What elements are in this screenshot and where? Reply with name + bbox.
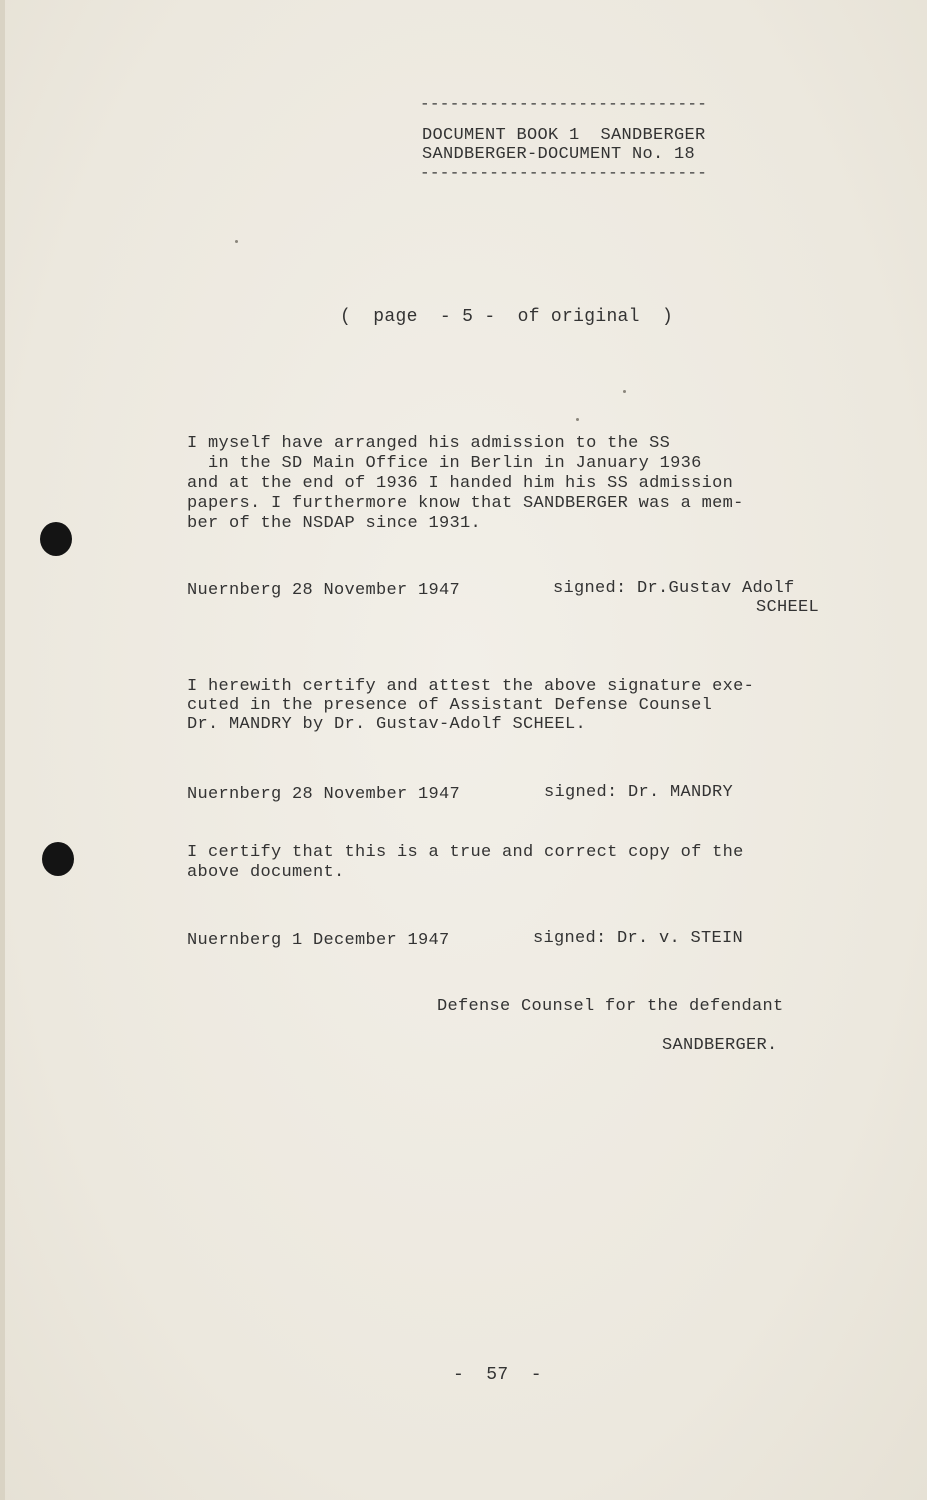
header-rule-top: ----------------------------- bbox=[420, 95, 708, 113]
signature3-place-date: Nuernberg 1 December 1947 bbox=[187, 931, 450, 950]
signature2-signed: signed: Dr. MANDRY bbox=[544, 783, 734, 802]
paragraph1-line1: I myself have arranged his admission to the SS bbox=[187, 434, 671, 453]
header-document-book: DOCUMENT BOOK 1 SANDBERGER bbox=[422, 126, 706, 145]
signature1-signed: signed: Dr.Gustav Adolf bbox=[553, 579, 795, 598]
page-number: - 57 - bbox=[453, 1365, 542, 1385]
paragraph2-line2: cuted in the presence of Assistant Defense Counsel bbox=[187, 696, 713, 715]
header-document-number: SANDBERGER-DOCUMENT No. 18 bbox=[422, 145, 696, 164]
page-reference: ( page - 5 - of original ) bbox=[340, 307, 674, 327]
paragraph1-line4: papers. I furthermore know that SANDBERGER was a mem- bbox=[187, 494, 744, 513]
paper-speck bbox=[623, 390, 626, 393]
paragraph1-line3: and at the end of 1936 I handed him his SS admission bbox=[187, 474, 734, 493]
paragraph1-line2: in the SD Main Office in Berlin in January 1936 bbox=[187, 454, 702, 473]
paragraph3-line1: I certify that this is a true and correct copy of the bbox=[187, 843, 744, 862]
closing-defense-counsel: Defense Counsel for the defendant bbox=[437, 997, 784, 1016]
signature1-place-date: Nuernberg 28 November 1947 bbox=[187, 581, 461, 600]
punch-hole-top bbox=[40, 522, 72, 556]
closing-defendant-name: SANDBERGER. bbox=[662, 1036, 778, 1055]
page-edge bbox=[0, 0, 5, 1500]
punch-hole-bottom bbox=[42, 842, 74, 876]
paragraph1-line5: ber of the NSDAP since 1931. bbox=[187, 514, 482, 533]
header-rule-bottom: ----------------------------- bbox=[420, 164, 708, 182]
paragraph2-line1: I herewith certify and attest the above signature exe- bbox=[187, 677, 755, 696]
signature2-place-date: Nuernberg 28 November 1947 bbox=[187, 785, 461, 804]
signature3-signed: signed: Dr. v. STEIN bbox=[533, 929, 744, 948]
paragraph3-line2: above document. bbox=[187, 863, 345, 882]
signature1-name: SCHEEL bbox=[756, 598, 820, 617]
paragraph2-line3: Dr. MANDRY by Dr. Gustav-Adolf SCHEEL. bbox=[187, 715, 587, 734]
paper-speck bbox=[576, 418, 579, 421]
paper-speck bbox=[235, 240, 238, 243]
